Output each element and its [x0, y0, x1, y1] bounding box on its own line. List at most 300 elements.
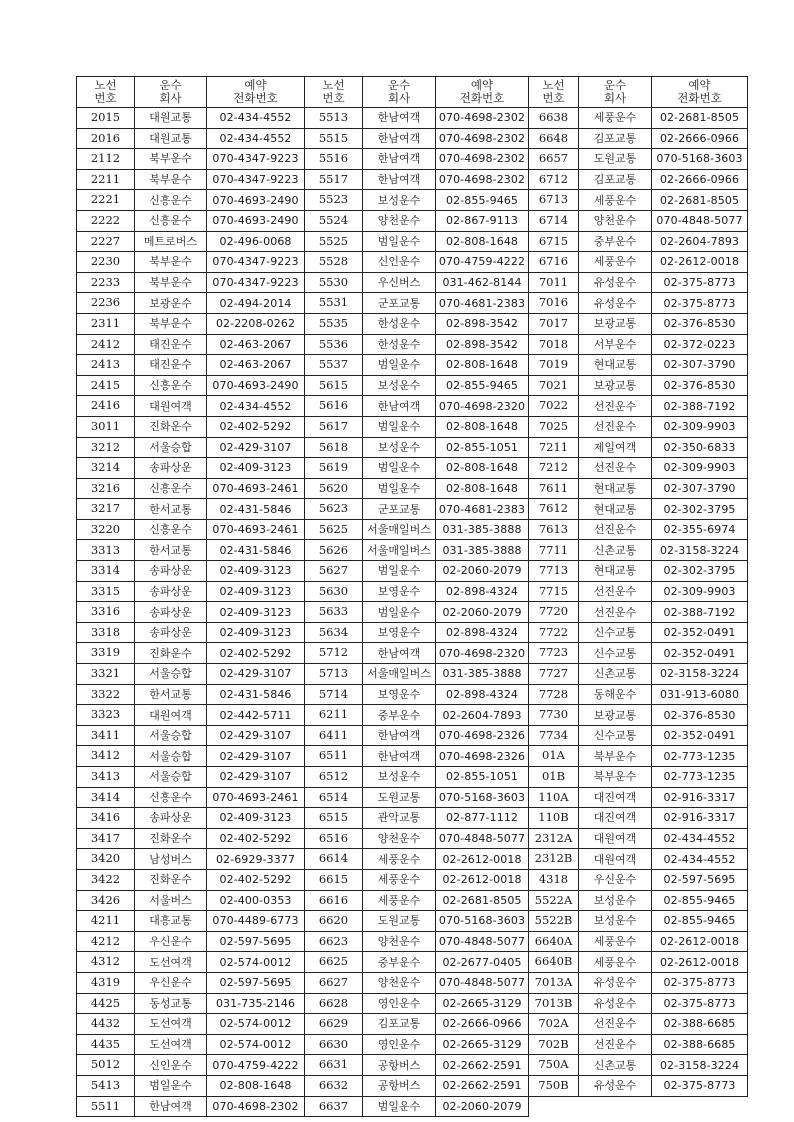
phone-cell: 02-855-9465: [436, 375, 529, 396]
phone-cell: 02-2604-7893: [436, 705, 529, 726]
phone-cell: 02-463-2067: [207, 355, 305, 376]
company-cell: 보성운수: [363, 437, 436, 458]
table-row: [529, 890, 748, 911]
phone-cell: 02-376-8530: [652, 375, 748, 396]
route-number-cell: 2312B: [529, 849, 579, 870]
route-number-cell: 7212: [529, 458, 579, 479]
table-row: [305, 272, 529, 293]
phone-cell: 02-388-7192: [652, 602, 748, 623]
route-number-cell: 3417: [77, 828, 135, 849]
company-cell: 양천운수: [363, 972, 436, 993]
table-row: [305, 478, 529, 499]
route-number-cell: 6616: [305, 890, 363, 911]
table-row: [529, 1075, 748, 1096]
route-number-cell: 7715: [529, 581, 579, 602]
company-cell: 보광교통: [579, 375, 652, 396]
table-row: [529, 334, 748, 355]
table-row: [77, 931, 305, 952]
table-row: [529, 972, 748, 993]
company-cell: 송파상운: [135, 808, 207, 829]
phone-cell: 02-442-5711: [207, 705, 305, 726]
table-row: [77, 478, 305, 499]
phone-cell: 02-463-2067: [207, 334, 305, 355]
table-row: [305, 890, 529, 911]
phone-cell: 070-4693-2490: [207, 375, 305, 396]
company-cell: 도선여객: [135, 1014, 207, 1035]
route-number-cell: 7720: [529, 602, 579, 623]
table-row: [77, 1014, 305, 1035]
company-cell: 한남여객: [363, 396, 436, 417]
phone-cell: 070-5168-3603: [436, 787, 529, 808]
company-cell: 서울승합: [135, 746, 207, 767]
route-number-cell: 3414: [77, 787, 135, 808]
route-number-cell: 6615: [305, 869, 363, 890]
company-cell: 관악교통: [363, 808, 436, 829]
company-cell: 도원교통: [579, 149, 652, 170]
company-cell: 송파상운: [135, 622, 207, 643]
table-row: [305, 911, 529, 932]
company-cell: 보성운수: [363, 190, 436, 211]
phone-cell: 070-4693-2461: [207, 787, 305, 808]
company-cell: 한남여객: [363, 643, 436, 664]
phone-cell: 02-808-1648: [436, 416, 529, 437]
table-row: [305, 622, 529, 643]
route-number-cell: 6627: [305, 972, 363, 993]
company-cell: 세풍운수: [363, 869, 436, 890]
table-row: [529, 993, 748, 1014]
phone-cell: 070-4489-6773: [207, 911, 305, 932]
table-row: [529, 808, 748, 829]
phone-cell: 02-302-3795: [652, 561, 748, 582]
company-cell: 도원교통: [363, 787, 436, 808]
company-cell: 한서교통: [135, 499, 207, 520]
table-row: [77, 1034, 305, 1055]
table-row: [305, 416, 529, 437]
phone-cell: 02-898-4324: [436, 684, 529, 705]
table-row: [305, 210, 529, 231]
company-cell: 신수교통: [579, 643, 652, 664]
route-number-cell: 5516: [305, 149, 363, 170]
route-number-cell: 2222: [77, 210, 135, 231]
table-row: [529, 231, 748, 252]
phone-cell: 02-2060-2079: [436, 561, 529, 582]
table-row: [77, 540, 305, 561]
table-row: [77, 849, 305, 870]
table-row: [77, 890, 305, 911]
route-number-cell: 6620: [305, 911, 363, 932]
table-row: [77, 643, 305, 664]
header-reservation-phone: 예약 전화번호: [207, 77, 305, 108]
route-number-cell: 5522B: [529, 911, 579, 932]
route-number-cell: 3220: [77, 519, 135, 540]
phone-table-column-3: [528, 76, 748, 1097]
table-row: [529, 313, 748, 334]
phone-cell: 02-3158-3224: [652, 1055, 748, 1076]
table-row: [77, 746, 305, 767]
phone-cell: 02-2662-2591: [436, 1075, 529, 1096]
route-number-cell: 7211: [529, 437, 579, 458]
route-number-cell: 6211: [305, 705, 363, 726]
table-row: [305, 437, 529, 458]
table-row: [305, 746, 529, 767]
route-number-cell: 7013B: [529, 993, 579, 1014]
route-number-cell: 5630: [305, 581, 363, 602]
phone-cell: 02-2665-3129: [436, 1034, 529, 1055]
route-number-cell: 7025: [529, 416, 579, 437]
table-row: [305, 499, 529, 520]
company-cell: 우신운수: [135, 931, 207, 952]
route-number-cell: 5522A: [529, 890, 579, 911]
route-number-cell: 7011: [529, 272, 579, 293]
route-number-cell: 6512: [305, 767, 363, 788]
route-number-cell: 5413: [77, 1075, 135, 1096]
table-row: [529, 252, 748, 273]
company-cell: 현대교통: [579, 355, 652, 376]
phone-cell: 02-2060-2079: [436, 1096, 529, 1117]
company-cell: 한남여객: [363, 725, 436, 746]
route-number-cell: 5523: [305, 190, 363, 211]
phone-cell: 02-388-6685: [652, 1034, 748, 1055]
route-number-cell: 2413: [77, 355, 135, 376]
company-cell: 군포교통: [363, 499, 436, 520]
company-cell: 선진운수: [579, 1034, 652, 1055]
route-number-cell: 7722: [529, 622, 579, 643]
header-company: 운수 회사: [363, 77, 436, 108]
table-row: [77, 416, 305, 437]
company-cell: 대원여객: [579, 849, 652, 870]
route-number-cell: 6623: [305, 931, 363, 952]
route-number-cell: 2236: [77, 293, 135, 314]
company-cell: 현대교통: [579, 499, 652, 520]
route-number-cell: 6631: [305, 1055, 363, 1076]
route-number-cell: 4435: [77, 1034, 135, 1055]
company-cell: 범일운수: [363, 355, 436, 376]
route-number-cell: 702A: [529, 1014, 579, 1035]
route-number-cell: 4212: [77, 931, 135, 952]
table-row: [529, 396, 748, 417]
company-cell: 대원교통: [135, 128, 207, 149]
route-number-cell: 2412: [77, 334, 135, 355]
table-row: [305, 993, 529, 1014]
route-number-cell: 5712: [305, 643, 363, 664]
route-number-cell: 3212: [77, 437, 135, 458]
table-row: [529, 499, 748, 520]
table-row: [77, 952, 305, 973]
table-row: [305, 1014, 529, 1035]
phone-cell: 02-376-8530: [652, 705, 748, 726]
phone-cell: 02-574-0012: [207, 952, 305, 973]
phone-cell: 02-352-0491: [652, 622, 748, 643]
phone-cell: 02-429-3107: [207, 437, 305, 458]
route-number-cell: 110A: [529, 787, 579, 808]
company-cell: 한서교통: [135, 684, 207, 705]
route-number-cell: 3412: [77, 746, 135, 767]
phone-cell: 02-898-3542: [436, 313, 529, 334]
table-row: [77, 334, 305, 355]
company-cell: 대진여객: [579, 787, 652, 808]
table-row: [529, 725, 748, 746]
company-cell: 대원여객: [135, 396, 207, 417]
phone-cell: 02-2681-8505: [436, 890, 529, 911]
phone-cell: 02-898-4324: [436, 622, 529, 643]
company-cell: 대진여객: [579, 808, 652, 829]
route-number-cell: 3319: [77, 643, 135, 664]
phone-cell: 02-352-0491: [652, 725, 748, 746]
phone-cell: 02-3158-3224: [652, 664, 748, 685]
phone-table-grid: [76, 76, 746, 1117]
route-number-cell: 6630: [305, 1034, 363, 1055]
table-row: [77, 396, 305, 417]
route-number-cell: 2311: [77, 313, 135, 334]
route-number-cell: 7730: [529, 705, 579, 726]
route-number-cell: 3323: [77, 705, 135, 726]
phone-cell: 070-4848-5077: [652, 210, 748, 231]
company-cell: 송파상운: [135, 602, 207, 623]
company-cell: 북부운수: [135, 149, 207, 170]
company-cell: 신수교통: [579, 725, 652, 746]
company-cell: 세풍운수: [363, 890, 436, 911]
phone-cell: 02-597-5695: [207, 972, 305, 993]
phone-cell: 031-385-3888: [436, 664, 529, 685]
table-row: [305, 231, 529, 252]
table-row: [77, 602, 305, 623]
phone-cell: 02-877-1112: [436, 808, 529, 829]
company-cell: 유성운수: [579, 993, 652, 1014]
company-cell: 송파상운: [135, 458, 207, 479]
phone-cell: 070-4347-9223: [207, 169, 305, 190]
company-cell: 신흥운수: [135, 210, 207, 231]
table-row: [77, 581, 305, 602]
phone-cell: 02-409-3123: [207, 458, 305, 479]
route-number-cell: 2312A: [529, 828, 579, 849]
route-number-cell: 5633: [305, 602, 363, 623]
company-cell: 도원교통: [363, 911, 436, 932]
route-number-cell: 6638: [529, 108, 579, 129]
phone-cell: 02-2681-8505: [652, 190, 748, 211]
company-cell: 영인운수: [363, 993, 436, 1014]
table-row: [77, 787, 305, 808]
table-row: [305, 355, 529, 376]
table-row: [77, 190, 305, 211]
phone-cell: 02-2612-0018: [652, 252, 748, 273]
phone-cell: 070-4698-2320: [436, 643, 529, 664]
table-row: [77, 437, 305, 458]
route-number-cell: 5620: [305, 478, 363, 499]
phone-table-column-2: [304, 76, 529, 1117]
phone-cell: 070-4681-2383: [436, 293, 529, 314]
phone-cell: 02-388-7192: [652, 396, 748, 417]
table-row: [305, 684, 529, 705]
company-cell: 선진운수: [579, 602, 652, 623]
route-number-cell: 4211: [77, 911, 135, 932]
route-number-cell: 6625: [305, 952, 363, 973]
table-row: [529, 1014, 748, 1035]
route-number-cell: 7021: [529, 375, 579, 396]
company-cell: 서부운수: [579, 334, 652, 355]
company-cell: 양천운수: [363, 931, 436, 952]
route-number-cell: 5528: [305, 252, 363, 273]
route-number-cell: 6632: [305, 1075, 363, 1096]
company-cell: 범일운수: [363, 416, 436, 437]
phone-cell: 02-2681-8505: [652, 108, 748, 129]
phone-cell: 02-6929-3377: [207, 849, 305, 870]
route-number-cell: 6629: [305, 1014, 363, 1035]
phone-cell: 02-400-0353: [207, 890, 305, 911]
route-number-cell: 3413: [77, 767, 135, 788]
table-row: [529, 272, 748, 293]
route-number-cell: 3322: [77, 684, 135, 705]
table-row: [77, 231, 305, 252]
company-cell: 신촌교통: [579, 1055, 652, 1076]
phone-cell: 02-2604-7893: [652, 231, 748, 252]
company-cell: 대원여객: [135, 705, 207, 726]
phone-cell: 02-808-1648: [207, 1075, 305, 1096]
company-cell: 송파상운: [135, 561, 207, 582]
table-row: [529, 911, 748, 932]
route-number-cell: 3314: [77, 561, 135, 582]
company-cell: 우신운수: [579, 869, 652, 890]
header-reservation-phone: 예약 전화번호: [652, 77, 748, 108]
route-number-cell: 6640B: [529, 952, 579, 973]
table-row: [529, 108, 748, 129]
phone-cell: 02-402-5292: [207, 869, 305, 890]
phone-cell: 02-3158-3224: [652, 540, 748, 561]
table-row: [305, 664, 529, 685]
company-cell: 서울승합: [135, 664, 207, 685]
route-number-cell: 110B: [529, 808, 579, 829]
table-row: [529, 458, 748, 479]
table-row: [529, 149, 748, 170]
route-number-cell: 7611: [529, 478, 579, 499]
route-number-cell: 7728: [529, 684, 579, 705]
phone-cell: 070-4347-9223: [207, 252, 305, 273]
phone-cell: 02-409-3123: [207, 808, 305, 829]
phone-cell: 02-597-5695: [207, 931, 305, 952]
table-row: [77, 1075, 305, 1096]
phone-cell: 02-855-9465: [436, 190, 529, 211]
route-number-cell: 7612: [529, 499, 579, 520]
route-number-cell: 750A: [529, 1055, 579, 1076]
company-cell: 한성운수: [363, 313, 436, 334]
company-cell: 중부운수: [579, 231, 652, 252]
company-cell: 세풍운수: [363, 849, 436, 870]
table-row: [305, 313, 529, 334]
phone-cell: 02-2612-0018: [436, 849, 529, 870]
table-row: [305, 725, 529, 746]
table-row: [305, 1096, 529, 1117]
route-number-cell: 5535: [305, 313, 363, 334]
phone-cell: 02-431-5846: [207, 540, 305, 561]
phone-cell: 070-4693-2490: [207, 190, 305, 211]
table-header-row: [305, 77, 529, 108]
table-row: [305, 972, 529, 993]
table-row: [77, 149, 305, 170]
company-cell: 한남여객: [135, 1096, 207, 1117]
route-number-cell: 2416: [77, 396, 135, 417]
company-cell: 선진운수: [579, 416, 652, 437]
company-cell: 보성운수: [363, 375, 436, 396]
company-cell: 신흥운수: [135, 787, 207, 808]
phone-cell: 02-434-4552: [652, 828, 748, 849]
route-number-cell: 4318: [529, 869, 579, 890]
phone-cell: 02-309-9903: [652, 458, 748, 479]
route-number-cell: 6712: [529, 169, 579, 190]
company-cell: 서울매일버스: [363, 519, 436, 540]
phone-cell: 02-434-4552: [652, 849, 748, 870]
table-row: [77, 272, 305, 293]
phone-cell: 02-574-0012: [207, 1014, 305, 1035]
company-cell: 진화운수: [135, 869, 207, 890]
company-cell: 북부운수: [135, 313, 207, 334]
route-number-cell: 6515: [305, 808, 363, 829]
table-row: [529, 210, 748, 231]
route-number-cell: 2221: [77, 190, 135, 211]
route-number-cell: 6657: [529, 149, 579, 170]
company-cell: 보광교통: [579, 705, 652, 726]
route-number-cell: 7723: [529, 643, 579, 664]
company-cell: 선진운수: [579, 581, 652, 602]
route-number-cell: 7022: [529, 396, 579, 417]
phone-cell: 02-302-3795: [652, 499, 748, 520]
table-row: [529, 293, 748, 314]
route-number-cell: 3411: [77, 725, 135, 746]
table-row: [529, 437, 748, 458]
phone-cell: 02-2666-0966: [652, 169, 748, 190]
table-row: [305, 808, 529, 829]
phone-cell: 031-385-3888: [436, 519, 529, 540]
route-number-cell: 2015: [77, 108, 135, 129]
phone-cell: 02-2612-0018: [652, 952, 748, 973]
table-row: [77, 767, 305, 788]
company-cell: 동해운수: [579, 684, 652, 705]
route-number-cell: 6614: [305, 849, 363, 870]
phone-cell: 02-2666-0966: [436, 1014, 529, 1035]
route-number-cell: 6714: [529, 210, 579, 231]
phone-cell: 02-2677-0405: [436, 952, 529, 973]
company-cell: 현대교통: [579, 561, 652, 582]
company-cell: 범일운수: [363, 458, 436, 479]
route-number-cell: 7613: [529, 519, 579, 540]
phone-cell: 02-402-5292: [207, 643, 305, 664]
table-row: [77, 808, 305, 829]
table-row: [305, 849, 529, 870]
route-number-cell: 5617: [305, 416, 363, 437]
table-row: [305, 519, 529, 540]
company-cell: 서울버스: [135, 890, 207, 911]
company-cell: 범일운수: [363, 602, 436, 623]
phone-cell: 02-773-1235: [652, 767, 748, 788]
route-number-cell: 6411: [305, 725, 363, 746]
company-cell: 선진운수: [579, 1014, 652, 1035]
route-number-cell: 6648: [529, 128, 579, 149]
phone-cell: 02-2665-3129: [436, 993, 529, 1014]
company-cell: 신흥운수: [135, 478, 207, 499]
company-cell: 군포교통: [363, 293, 436, 314]
company-cell: 한남여객: [363, 169, 436, 190]
table-row: [529, 416, 748, 437]
route-number-cell: 3315: [77, 581, 135, 602]
phone-cell: 02-376-8530: [652, 313, 748, 334]
route-number-cell: 7016: [529, 293, 579, 314]
route-number-cell: 01B: [529, 767, 579, 788]
company-cell: 진화운수: [135, 643, 207, 664]
phone-cell: 02-2060-2079: [436, 602, 529, 623]
phone-cell: 02-434-4552: [207, 128, 305, 149]
table-row: [305, 396, 529, 417]
company-cell: 신흥운수: [135, 375, 207, 396]
phone-cell: 02-2208-0262: [207, 313, 305, 334]
phone-cell: 02-597-5695: [652, 869, 748, 890]
